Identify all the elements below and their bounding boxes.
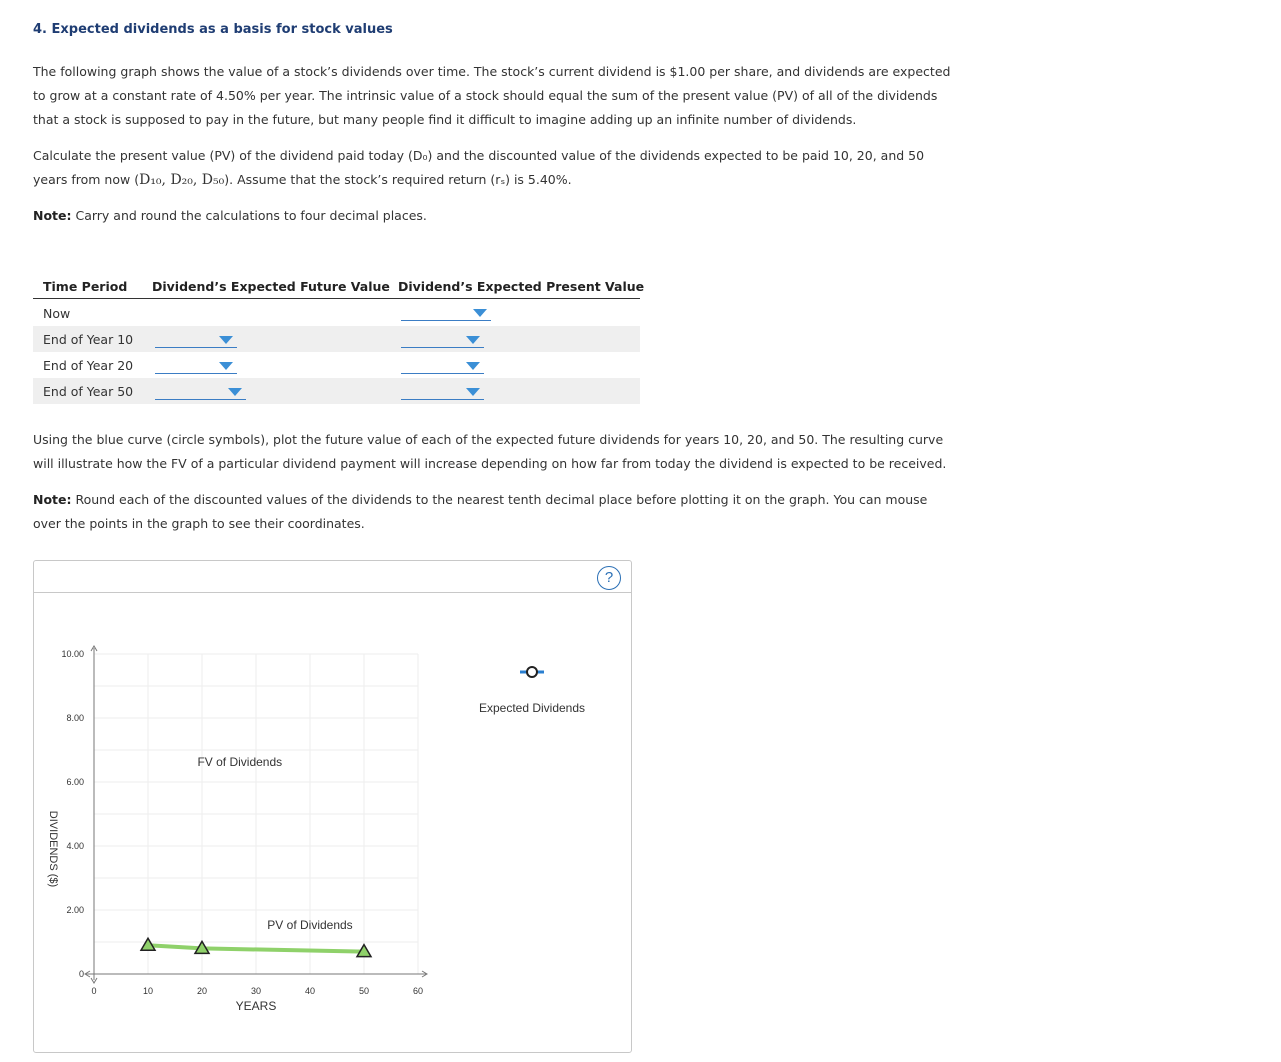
col-header-time-period: Time Period (43, 279, 128, 294)
chevron-down-icon (219, 362, 233, 370)
note-text: Carry and round the calculations to four decimal places. (71, 208, 427, 223)
x-tick-label: 10 (142, 986, 154, 996)
x-tick-label: 40 (304, 986, 316, 996)
y-tick-label: 0 (78, 969, 84, 979)
table-row-year-50 (33, 378, 640, 404)
note-text: Round each of the discounted values of the dividends to the nearest tenth decimal place before plotting it on the graph. You can mouse over the points in the graph to see their coordinates. (33, 492, 928, 531)
note-label: Note: (33, 492, 72, 507)
row-label: End of Year 20 (43, 358, 134, 373)
dividend-symbols: D₁₀, D₂₀, D₅₀ (139, 172, 225, 188)
legend[interactable] (479, 667, 585, 715)
tick-labels (61, 649, 423, 996)
chevron-down-icon (228, 388, 242, 396)
pv-curve-label: PV of Dividends (267, 918, 353, 933)
plot-instructions: Using the blue curve (circle symbols), plot the future value of each of the expected future dividends for years 10, 20, and 50. The resulting curve will illustrate how the FV of a particular dividend payment will increase depending on how far from today the dividend is expected to be received. (33, 432, 947, 471)
chevron-down-icon (219, 336, 233, 344)
table-header-rule (33, 298, 640, 299)
dividend-chart[interactable] (34, 592, 631, 1052)
chevron-down-icon (466, 388, 480, 396)
intro-paragraph: The following graph shows the value of a stock’s dividends over time. The stock’s current dividend is $1.00 per share, and dividends are expected to grow at a constant rate of 4.50% per year. The intrinsic value of a stock should equal the sum of the present value (PV) of all of the dividends that a stock is supposed to pay in the future, but many people find it difficult to imagine adding up an infinite number of dividends. (33, 64, 951, 127)
note-rounding (33, 204, 953, 228)
pv-dropdown-year-20[interactable] (401, 355, 484, 374)
y-tick-label: 8.00 (66, 713, 84, 723)
y-tick-label: 10.00 (61, 649, 84, 659)
y-tick-label: 2.00 (66, 905, 84, 915)
row-label: End of Year 10 (43, 332, 134, 347)
calc-text-a: Calculate the present value (PV) of the dividend paid today (D₀) and the discounted value of the dividends expected to be paid 10, 20, and 50 years from now ( (33, 148, 925, 187)
row-label: Now (43, 306, 71, 321)
pv-dropdown-year-10[interactable] (401, 329, 484, 348)
x-axis-label: YEARS (235, 999, 277, 1013)
x-tick-label: 20 (196, 986, 208, 996)
grid-lines (94, 654, 418, 974)
col-header-present-value: Dividend’s Expected Present Value (398, 279, 645, 294)
fv-dropdown-year-50[interactable] (155, 381, 246, 400)
chevron-down-icon (473, 309, 487, 317)
fv-dropdown-year-20[interactable] (155, 355, 237, 374)
x-tick-label: 0 (91, 986, 97, 996)
chevron-down-icon (466, 336, 480, 344)
pv-dropdown-year-50[interactable] (401, 381, 484, 400)
help-icon[interactable]: ? (597, 566, 621, 590)
table-row-year-20 (33, 352, 640, 378)
col-header-future-value: Dividend’s Expected Future Value (152, 279, 390, 294)
graph-panel (33, 560, 632, 1053)
legend-label: Expected Dividends (478, 701, 586, 715)
graph-toolbar (34, 561, 631, 593)
y-tick-label: 4.00 (66, 841, 84, 851)
pv-dropdown-now[interactable] (401, 302, 491, 321)
calc-instructions (33, 144, 953, 192)
fv-curve-label: FV of Dividends (197, 755, 283, 769)
note-plotting (33, 488, 953, 536)
y-axis-label: DIVIDENDS ($) (47, 810, 59, 888)
note-label: Note: (33, 208, 72, 223)
table-row-now (33, 300, 640, 326)
x-tick-label: 30 (250, 986, 262, 996)
fv-dropdown-year-10[interactable] (155, 329, 237, 348)
chevron-down-icon (466, 362, 480, 370)
x-tick-label: 60 (412, 986, 424, 996)
legend-circle-marker[interactable] (527, 667, 537, 677)
table-row-year-10 (33, 326, 640, 352)
y-tick-label: 6.00 (66, 777, 84, 787)
page-title: 4. Expected dividends as a basis for stock values (33, 22, 393, 37)
calc-text-b: ). Assume that the stock’s required return (rₛ) is 5.40%. (224, 172, 572, 187)
x-tick-label: 50 (358, 986, 370, 996)
row-label: End of Year 50 (43, 384, 134, 399)
